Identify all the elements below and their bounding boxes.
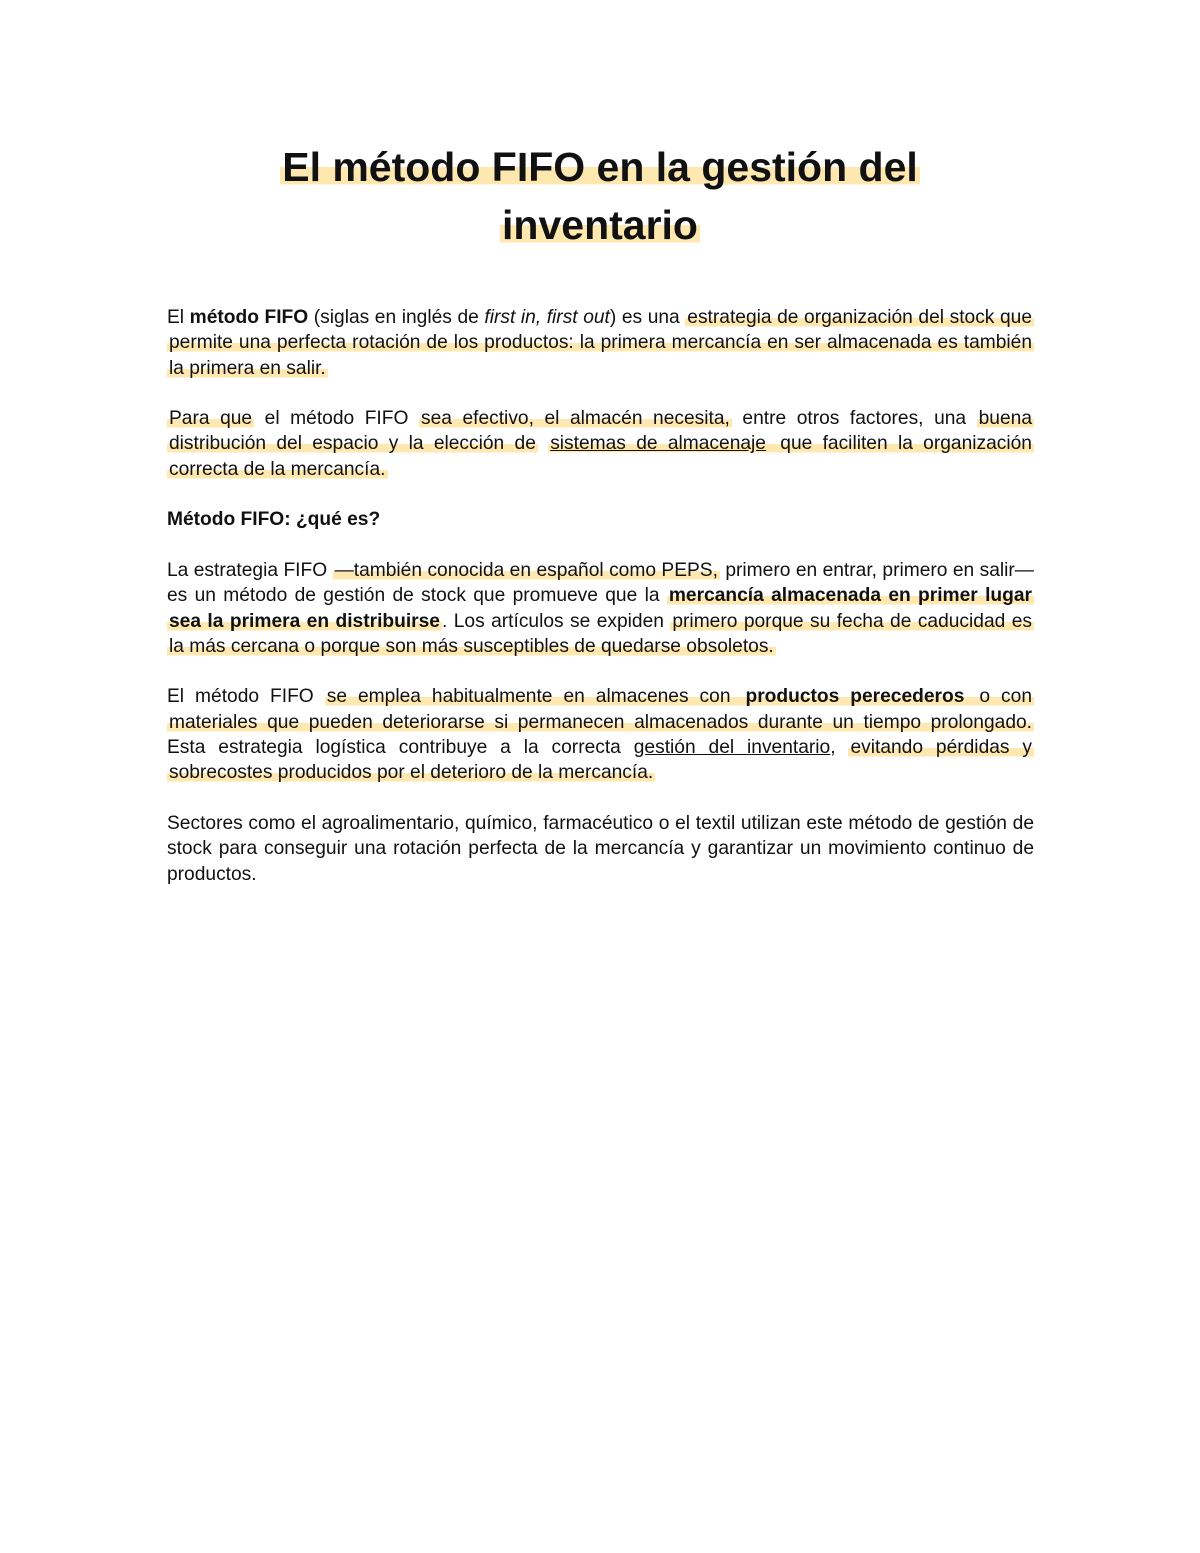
text-run: ) es una (609, 307, 686, 328)
text-run: . Los artículos se expiden (441, 610, 671, 632)
text-run: (siglas en inglés de (308, 307, 485, 328)
text-run: Esta estrategia logística contribuye a la correcta (167, 737, 634, 759)
effectiveness-paragraph (167, 406, 1034, 482)
inventory-management-link[interactable]: gestión del inventario (633, 737, 831, 759)
definition-paragraph (167, 558, 1034, 659)
text-run: , (830, 737, 849, 759)
text-run: La estrategia FIFO (167, 559, 333, 581)
highlighted-text: que faciliten la organización correcta de la mercancía. (169, 433, 1032, 480)
bold-highlighted-text: productos perecederos (745, 686, 965, 708)
text-run: El método FIFO (167, 686, 325, 708)
highlighted-text: primero porque su fecha de caducidad es la más cercana o porque son más susceptibles de quedarse obsoletos. (169, 610, 1032, 657)
bold-highlighted-text: mercancía almacenada en primer lugar sea la primera en distribuirse (169, 585, 1032, 632)
highlighted-text: evitando pérdidas y sobrecostes producidos por el deterioro de la mercancía. (169, 737, 1032, 784)
usage-paragraph (167, 684, 1034, 785)
bold-term: método FIFO (189, 307, 309, 328)
text-run: el método FIFO (254, 408, 419, 430)
highlighted-text: sea efectivo, el almacén necesita, (420, 408, 730, 430)
document-body (167, 305, 1034, 912)
highlighted-text: buena distribución del espacio y la elección de (169, 408, 1032, 455)
title-highlight: El método FIFO en la gestión del inventario (282, 144, 918, 248)
sectors-paragraph: Sectores como el agroalimentario, químico, farmacéutico o el textil utilizan este método de gestión de stock para conseguir una rotación perfecta de la mercancía y garantizar un movimiento continuo de productos. (167, 812, 1034, 885)
intro-paragraph (167, 305, 1034, 381)
document-title (180, 138, 1020, 254)
section-heading: Método FIFO: ¿qué es? (167, 509, 381, 531)
highlighted-text: o con materiales que pueden deteriorarse si permanecen almacenados durante un tiempo prolongado. (169, 686, 1032, 733)
text-run: El (167, 307, 190, 328)
highlighted-text: —también conocida en español como PEPS, (334, 559, 718, 581)
italic-term: first in, first out (484, 307, 610, 328)
highlighted-text: Para que (169, 408, 253, 430)
text-run: primero en entrar, primero en salir— es un método de gestión de stock que promueve que la (167, 559, 1034, 607)
highlighted-text: se emplea habitualmente en almacenes con (326, 686, 742, 708)
text-run: entre otros factores, una (731, 408, 977, 430)
highlighted-text: estrategia de organización del stock que permite una perfecta rotación de los productos: la primera mercancía en ser almacenada es también la primera en salir. (169, 307, 1032, 379)
storage-systems-link[interactable]: sistemas de almacenaje (550, 433, 766, 455)
